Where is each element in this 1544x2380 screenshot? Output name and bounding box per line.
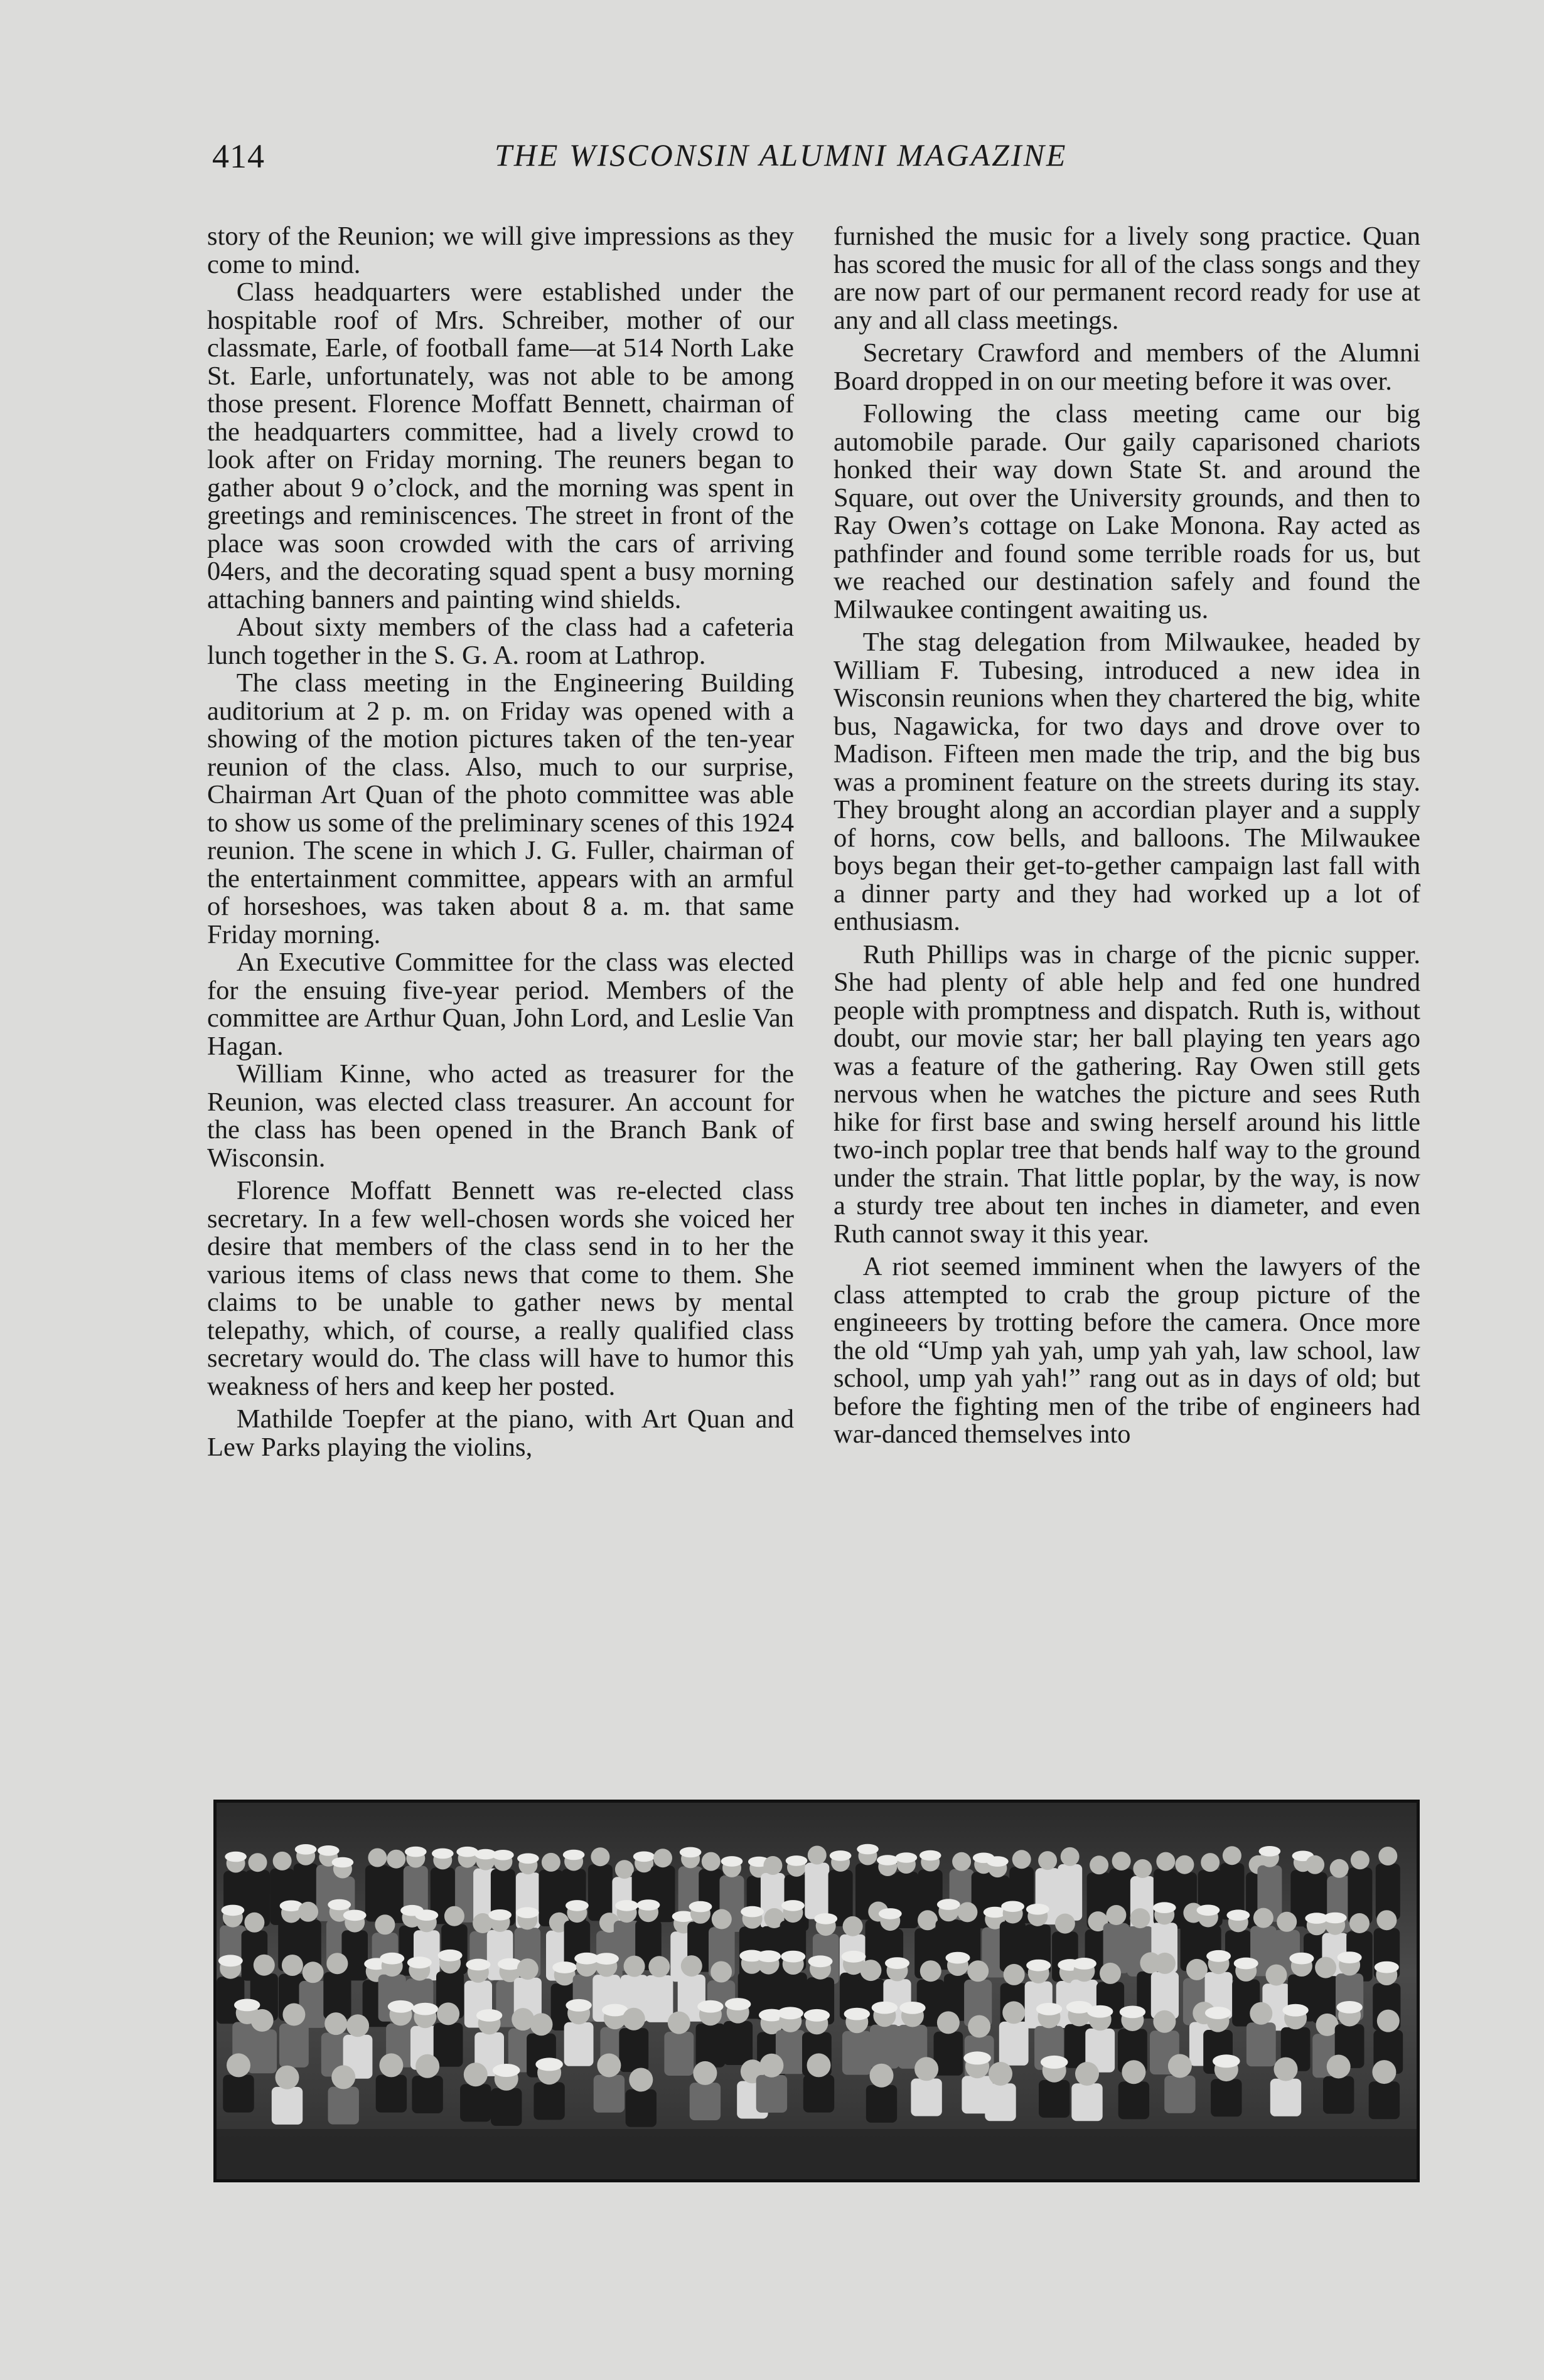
photo-figure-body [756, 2075, 787, 2113]
photo-figure-body [626, 2089, 657, 2127]
photo-figure-body [664, 2032, 694, 2076]
photo-figure-head [681, 1955, 702, 1977]
photo-figure-cap [415, 1909, 438, 1921]
photo-figure-body [1058, 1864, 1082, 1921]
paragraph: A riot seemed imminent when the lawyers of the class attempted to crab the group picture of the engineeers by trotting before the camera. Once more the old “Ump yah yah, ump yah yah, law school, law school, ump yah yah!” rang out as in days of old; but before the fighting men of the tribe of engineers had war-danced themselves into [834, 1252, 1420, 1449]
photo-figure-head [1376, 1910, 1397, 1930]
photo-figure-cap [488, 1909, 512, 1921]
photo-figure-head [282, 1955, 303, 1976]
photo-figure-cap [1026, 1960, 1051, 1972]
photo-figure-cap [963, 2051, 991, 2064]
photo-figure-head [870, 2064, 894, 2088]
photo-figure-head [1201, 1853, 1220, 1872]
photo-figure-cap [407, 1956, 432, 1968]
photo-figure-cap [844, 2008, 870, 2020]
photo-figure-head [1100, 1963, 1121, 1984]
photo-figure-head [1090, 1855, 1108, 1874]
photo-figure-cap [808, 1955, 833, 1967]
photo-figure-body [376, 2075, 407, 2113]
photo-figure-head [303, 1961, 324, 1983]
photo-figure-body [272, 2087, 303, 2125]
photo-figure-body [460, 2084, 491, 2121]
photo-figure-cap [879, 1908, 902, 1919]
photo-figure-cap [456, 1847, 478, 1857]
photo-figure-head [937, 2011, 960, 2034]
photo-figure-cap [594, 1953, 619, 1965]
paragraph: Ruth Phillips was in charge of the picnic supper. She had plenty of able help and fed one hundred people with promptness and dispatch. Ruth is, without doubt, our movie star; her ball playing ten years ago was a feature of the gathering. Ray Owen still gets nervous when he watches the picture and sees Ruth hike for first base and swing herself around his little two-inch poplar tree that bends half way to the ground under the strain. That little poplar, by the way, is now a sturdy tree about ten inches in diameter, and even Ruth cannot sway it this year. [834, 939, 1420, 1249]
photo-figure-body [985, 2083, 1016, 2121]
photo-figure-head [968, 2015, 990, 2038]
photo-figure-cap [721, 1856, 743, 1867]
photo-figure-body [1211, 2079, 1241, 2116]
photo-figure-body [1118, 2081, 1149, 2119]
photo-figure-head [282, 2004, 305, 2026]
photo-figure-head [702, 1852, 721, 1871]
photo-figure-head [517, 1958, 539, 1980]
photo-figure-head [1315, 1957, 1336, 1978]
photo-figure-cap [680, 1847, 702, 1858]
photo-figure-cap [343, 1910, 367, 1921]
photo-figure-cap [741, 1906, 764, 1918]
photo-figure-cap [318, 1845, 340, 1856]
photo-figure-head [1305, 1855, 1324, 1874]
photo-figure-cap [563, 1850, 585, 1860]
photo-figure-cap [1205, 2007, 1231, 2019]
photo-figure-body [594, 2075, 625, 2113]
photo-figure-body [696, 2024, 726, 2068]
photo-figure-cap [225, 1852, 247, 1862]
photo-figure-cap [1026, 1904, 1049, 1915]
photo-figure-body [870, 2025, 899, 2069]
photo-figure-head [808, 1846, 827, 1865]
photo-figure-cap [1206, 1950, 1231, 1962]
photo-figure-head [648, 1956, 670, 1977]
photo-figure-body [1039, 2080, 1070, 2118]
photo-figure-head [444, 1906, 464, 1926]
photo-figure-cap [1289, 1953, 1314, 1965]
photo-figure-cap [1336, 2001, 1362, 2014]
photo-figure-body [842, 2031, 872, 2075]
photo-figure-head [326, 1953, 348, 1974]
photo-figure-head [712, 1909, 732, 1929]
photo-figure-cap [885, 1957, 909, 1969]
photo-figure-head [1055, 1914, 1075, 1934]
photo-figure-head [918, 1910, 938, 1930]
photo-figure-cap [535, 2057, 563, 2071]
photo-figure-head [623, 2008, 645, 2030]
photo-figure-head [331, 2065, 355, 2089]
photo-figure-head [763, 1856, 782, 1875]
photo-figure-head [1175, 1855, 1194, 1874]
photo-figure-head [591, 1847, 609, 1866]
photo-figure-head [1075, 2062, 1099, 2086]
paragraph: Secretary Crawford and members of the Alumni Board dropped in on our meeting before it was over. [834, 338, 1420, 396]
photo-figure-head [1012, 1850, 1031, 1869]
photo-figure-head [1130, 1908, 1150, 1928]
photo-figure-head [375, 1914, 395, 1934]
photo-figure-body [1323, 2076, 1354, 2114]
photo-figure-cap [778, 2007, 803, 2019]
photo-figure-body [805, 1863, 829, 1919]
photo-figure-head [542, 1853, 560, 1872]
photo-figure-cap [1282, 2004, 1308, 2017]
photo-figure-body [1246, 2022, 1276, 2066]
photo-figure-body [1071, 2083, 1102, 2121]
photo-figure-body [690, 2083, 721, 2120]
photo-figure-head [1223, 1846, 1241, 1865]
photo-figure-body [533, 2082, 564, 2120]
photo-figure-head [1253, 1908, 1273, 1928]
photo-figure-cap [405, 1847, 427, 1857]
photo-figure-head [273, 1852, 292, 1870]
photo-figure-cap [1234, 1958, 1258, 1970]
photo-figure-cap [517, 1854, 539, 1864]
photo-figure-head [276, 2066, 299, 2089]
photo-figure-cap [1001, 1901, 1024, 1913]
photo-figure-head [1186, 1959, 1208, 1980]
photo-figure-head [653, 1849, 672, 1867]
photo-figure-head [368, 1849, 387, 1867]
photo-figure-head [1112, 1852, 1131, 1870]
photo-figure-head [920, 1960, 941, 1982]
photo-figure-cap [493, 2064, 520, 2077]
paragraph: Following the class meeting came our big automobile parade. Our gaily caparisoned chariots honked their way down State St. and around the Square, out over the University grounds, and then to Ray Owen’s cottage on Lake Monona. Ray acted as pathfinder and found some terrible roads for us, but we reached our destination safely and found the Milwaukee contingent awaiting us. [834, 399, 1420, 624]
photo-figure-cap [222, 1905, 245, 1916]
photo-figure-head [1377, 2010, 1400, 2032]
photo-figure-head [710, 1961, 732, 1983]
photo-figure-cap [946, 1952, 970, 1964]
photo-figure-head [843, 1916, 863, 1936]
photo-figure-head [1372, 2060, 1396, 2084]
photo-figure-cap [689, 1901, 712, 1913]
photo-figure-cap [380, 1953, 404, 1965]
photo-figure-head [668, 2012, 690, 2034]
photo-figure-cap [899, 2002, 925, 2014]
photo-figure-cap [781, 1900, 805, 1911]
photo-figure-head [324, 2012, 347, 2035]
photo-figure-head [1154, 1953, 1176, 1974]
paragraph: furnished the music for a lively song practice. Quan has scored the music for all of the class songs and they are now part of our permanent record ready for use at any and all class meetings. [834, 221, 1420, 335]
photo-figure-cap [842, 1951, 866, 1963]
photo-figure-cap [804, 2009, 830, 2022]
photo-figure-head [759, 2054, 783, 2078]
photo-figure-cap [234, 1999, 260, 2012]
photo-figure-head [1061, 1847, 1080, 1866]
photo-figure-head [464, 2062, 488, 2086]
photo-figure-cap [1375, 1961, 1399, 1973]
photo-figure-head [1378, 1847, 1397, 1865]
photo-figure-head [227, 2053, 250, 2077]
photo-figure-cap [328, 1899, 351, 1911]
photo-figure-head [1330, 1859, 1349, 1878]
photo-figure-body [1369, 2081, 1400, 2119]
photo-figure-head [807, 2053, 831, 2077]
photo-figure-cap [756, 1950, 781, 1962]
photo-figure-head [1153, 2010, 1176, 2033]
photo-figure-cap [987, 1856, 1009, 1867]
paragraph: The stag delegation from Milwaukee, headed by William F. Tubesing, introduced a new idea in Wisconsin reunions when they chartered the big, white bus, Nagawicka, for two days and drove over to Madison. Fifteen men made the trip, and the big bus was a prominent feature on the streets during its stay. They brought along an accordian player and a supply of horns, cow bells, and balloons. The Milwaukee boys began their get-to-gether campaign last fall with a dinner party and they had worked up a lot of enthusiasm. [834, 627, 1420, 936]
photo-figure-body [491, 2088, 522, 2126]
photo-figure-head [244, 1913, 264, 1933]
photo-figure-cap [388, 2000, 414, 2013]
photo-figure-cap [1120, 2006, 1145, 2019]
photo-figure-cap [872, 2002, 898, 2014]
photo-figure-head [957, 1902, 977, 1922]
photo-figure-head [249, 1853, 267, 1872]
photo-lawn [217, 2129, 1417, 2179]
photo-figure-cap [466, 1959, 490, 1971]
photo-figure-cap [1197, 1905, 1220, 1916]
photo-figure-cap [725, 1998, 751, 2010]
photo-figure-cap [1072, 1958, 1096, 1970]
photo-figure-head [1327, 2055, 1351, 2079]
photo-figure-cap [412, 2003, 438, 2015]
photo-figure-head [624, 1956, 645, 1977]
photo-figure-cap [432, 1849, 454, 1859]
paragraph: story of the Reunion; we will give impressions as they come to mind. [207, 221, 794, 279]
photo-figure-head [989, 2062, 1012, 2086]
photo-figure-head [437, 2002, 459, 2025]
paragraph: About sixty members of the class had a cafeteria lunch together in the S. G. A. room at Lathrop. [207, 612, 794, 670]
page-number: 414 [212, 137, 265, 175]
photo-figure-cap [1213, 2054, 1240, 2068]
photo-figure-cap [218, 1955, 243, 1966]
photo-figure-body [412, 2076, 442, 2113]
photo-figure-cap [566, 1900, 589, 1911]
photo-figure-body [645, 1975, 673, 2022]
photo-figure-cap [919, 1850, 941, 1861]
photo-figure-cap [814, 1913, 837, 1924]
photo-figure-cap [857, 1844, 879, 1855]
photo-figure-cap [1324, 1913, 1347, 1924]
photo-figure-body [723, 2021, 753, 2065]
photo-figure-cap [1087, 2005, 1113, 2018]
photo-figure-body [619, 2028, 648, 2072]
photo-figure-head [693, 2061, 717, 2085]
photo-figure-cap [1259, 1846, 1281, 1857]
photo-figure-head [967, 1960, 989, 1982]
photo-figure-cap [637, 1899, 660, 1911]
paragraph: Florence Moffatt Bennett was re-elected class secretary. In a few well-chosen words she voiced her desire that members of the class send in to her the various items of class news that come to them. She claims to be unable to gather news by mental telepathy, which, of course, a really qualified class secretary would do. The class will have to humor this weakness of hers and keep her posted. [207, 1176, 794, 1401]
photo-figure-cap [786, 1855, 808, 1866]
photo-figure-body [279, 2024, 309, 2068]
photo-figure-cap [438, 1950, 463, 1961]
photo-figure-head [629, 2068, 653, 2092]
photo-figure-cap [552, 1961, 577, 1973]
photo-figure-body [1164, 2076, 1195, 2113]
photo-figure-head [1168, 2054, 1192, 2078]
photo-figure-cap [566, 1999, 591, 2012]
photo-figure-cap [615, 1900, 638, 1911]
photo-figure-head [1266, 1965, 1287, 1986]
group-photo [213, 1800, 1420, 2182]
photo-figure-head [346, 2014, 369, 2037]
photo-figure-cap [896, 1852, 918, 1863]
photo-figure-head [615, 1860, 634, 1879]
photo-figure-head [298, 1902, 318, 1922]
photo-figure-body [911, 2079, 941, 2116]
photo-figure-cap [476, 2009, 502, 2022]
photo-figure-head [387, 1850, 405, 1869]
group-photo-image [217, 1803, 1417, 2179]
photo-figure-head [251, 2009, 274, 2032]
photo-figure-head [860, 1960, 881, 1981]
photo-figure-cap [1036, 2003, 1062, 2015]
photo-figure-cap [295, 1844, 317, 1855]
photo-figure-head [1133, 1859, 1152, 1878]
right-column [834, 223, 1420, 1449]
photo-figure-cap [781, 1951, 805, 1963]
photo-figure-cap [830, 1850, 852, 1861]
photo-figure-head [530, 2013, 553, 2036]
photo-figure-cap [492, 1850, 514, 1860]
photo-figure-head [952, 1852, 971, 1871]
paragraph: Class headquarters were established under the hospitable roof of Mrs. Schreiber, mother of our classmate, Earle, of football fame—at 514 North Lake St. Earle, unfortunately, was not able to be among those present. Florence Moffatt Bennett, chairman of the headquarters committee, had a lively crowd to look after on Friday morning. The reuners began to gather about 9 o’clock, and the morning was spent in greetings and reminiscences. The street in front of the place was soon crowded with the cars of arriving 04ers, and the decorating squad spent a busy morning attaching banners and painting wind shields. [207, 277, 794, 614]
paragraph: William Kinne, who acted as treasurer for the Reunion, was elected class treasurer. An account for the class has been opened in the Branch Bank of Wisconsin. [207, 1059, 794, 1173]
photo-figure-head [1349, 1913, 1370, 1933]
photo-figure-cap [1338, 1951, 1362, 1963]
paragraph: Mathilde Toepfer at the piano, with Art Quan and Lew Parks playing the violins, [207, 1404, 794, 1462]
photo-figure-head [1250, 2002, 1272, 2025]
photo-figure-cap [877, 1855, 899, 1865]
photo-figure-body [434, 2023, 463, 2067]
photo-figure-head [1122, 2060, 1145, 2084]
photo-figure-body [223, 2075, 254, 2113]
photo-figure-cap [332, 1857, 354, 1868]
photo-figure-head [1274, 2057, 1298, 2081]
photo-figure-body [1270, 2079, 1301, 2116]
photo-figure-body [323, 1972, 351, 2019]
photo-figure-cap [697, 2000, 723, 2013]
photo-figure-head [1351, 1850, 1370, 1869]
photo-figure-body [588, 1864, 613, 1921]
photo-figure-body [803, 2075, 834, 2113]
photo-figure-head [1277, 1912, 1297, 1932]
photo-figure-head [1004, 1964, 1025, 1985]
photo-figure-body [564, 2022, 594, 2066]
photo-figure-cap [1041, 2056, 1068, 2069]
photo-figure-head [597, 2054, 621, 2078]
photo-figure-cap [937, 1899, 960, 1910]
photo-figure-body [328, 2087, 359, 2125]
photo-figure-cap [1226, 1909, 1250, 1921]
photo-figure-cap [516, 1907, 539, 1918]
photo-figure-body [866, 2085, 897, 2123]
photo-figure-head [379, 2053, 403, 2077]
paragraph: The class meeting in the Engineering Building auditorium at 2 p. m. on Friday was opened with a showing of the motion pictures taken of the ten-year reunion of the class. Also, much to our surprise, Chairman Art Quan of the photo committee was able to show us some of the preliminary scenes of this 1924 reunion. The scene in which J. G. Fuller, chairman of the entertainment committee, appears with an armful of horseshoes, was taken about 8 a. m. that same Friday morning. [207, 668, 794, 949]
photo-figure-head [1156, 1852, 1175, 1871]
photo-figure-head [1038, 1851, 1057, 1870]
photo-figure-body [247, 2029, 277, 2073]
photo-figure-cap [1153, 1902, 1176, 1913]
photo-figure-head [415, 2054, 439, 2078]
photo-figure-head [914, 2057, 938, 2081]
page-header [212, 137, 1423, 181]
photo-figure-cap [633, 1852, 655, 1862]
article-body [207, 223, 1425, 1760]
paragraph: An Executive Committee for the class was elected for the ensuing five-year period. Members of the committee are Arthur Quan, John Lord, and Leslie Van Hagan. [207, 947, 794, 1061]
photo-figure-head [1106, 1905, 1126, 1925]
photo-figure-head [1002, 2001, 1025, 2024]
photo-figure-head [254, 1955, 275, 1976]
magazine-title: THE WISCONSIN ALUMNI MAGAZINE [495, 137, 1068, 173]
left-column [207, 223, 794, 1461]
photo-figure-body [999, 2022, 1029, 2066]
